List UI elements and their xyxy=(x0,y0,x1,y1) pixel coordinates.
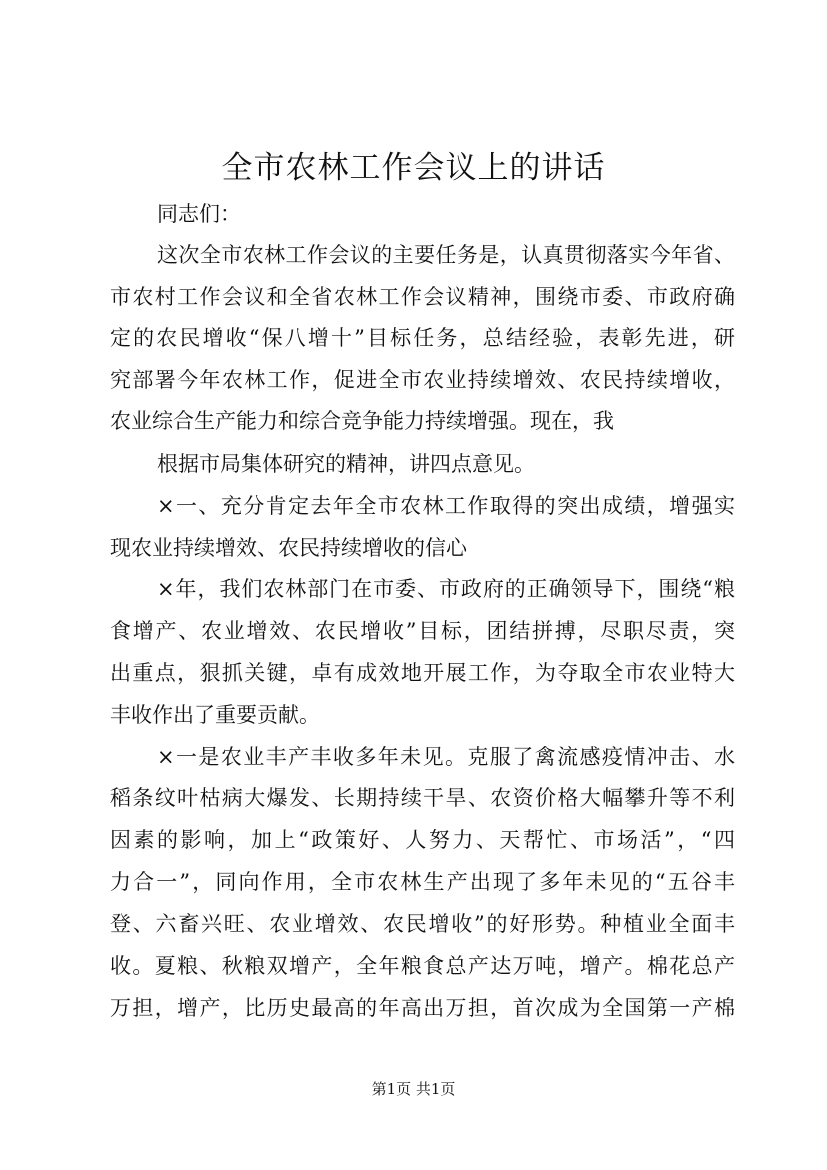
paragraph-line: 丰收作出了重要贡献。 xyxy=(110,703,320,727)
paragraph-line: 同志们： xyxy=(157,202,241,226)
paragraph-line: 力合一”，同向作用，全市农林生产出现了多年未见的“五谷丰 xyxy=(110,870,735,894)
paragraph-line: 根据市局集体研究的精神，讲四点意见。 xyxy=(157,452,535,476)
paragraph-line: 稻条纹叶枯病大爆发、长期持续干旱、农资价格大幅攀升等不利 xyxy=(110,786,735,810)
paragraph-line: ×年，我们农林部门在市委、市政府的正确领导下，围绕“粮 xyxy=(157,577,735,601)
paragraph-line: 收。夏粮、秋粮双增产，全年粮食总产达万吨，增产。棉花总产 xyxy=(110,954,735,978)
paragraph-line: 定的农民增收“保八增十”目标任务，总结经验，表彰先进，研 xyxy=(110,326,735,350)
paragraph-line: 现农业持续增效、农民持续增收的信心 xyxy=(110,536,467,560)
paragraph-line: 因素的影响，加上“政策好、人努力、天帮忙、市场活”，“四 xyxy=(110,828,735,852)
paragraph-line: 农业综合生产能力和综合竞争能力持续增强。现在，我 xyxy=(110,409,614,433)
document-title: 全市农林工作会议上的讲话 xyxy=(221,150,606,186)
paragraph-line: 出重点，狠抓关键，卓有成效地开展工作，为夺取全市农业特大 xyxy=(110,661,735,685)
paragraph-line: 市农村工作会议和全省农林工作会议精神，围绕市委、市政府确 xyxy=(110,285,735,309)
page-number-footer: 第1页 共1页 xyxy=(371,1080,456,1098)
paragraph-line: ×一、充分肯定去年全市农林工作取得的突出成绩，增强实 xyxy=(157,494,735,518)
paragraph-line: ×一是农业丰产丰收多年未见。克服了禽流感疫情冲击、水 xyxy=(157,745,735,769)
paragraph-line: 究部署今年农林工作，促进全市农业持续增效、农民持续增收， xyxy=(110,368,735,392)
paragraph-line: 登、六畜兴旺、农业增效、农民增收”的好形势。种植业全面丰 xyxy=(110,912,735,936)
paragraph-line: 食增产、农业增效、农民增收”目标，团结拼搏，尽职尽责，突 xyxy=(110,619,735,643)
paragraph-line: 这次全市农林工作会议的主要任务是，认真贯彻落实今年省、 xyxy=(157,243,735,267)
paragraph-line: 万担，增产，比历史最高的年高出万担，首次成为全国第一产棉 xyxy=(110,996,735,1020)
